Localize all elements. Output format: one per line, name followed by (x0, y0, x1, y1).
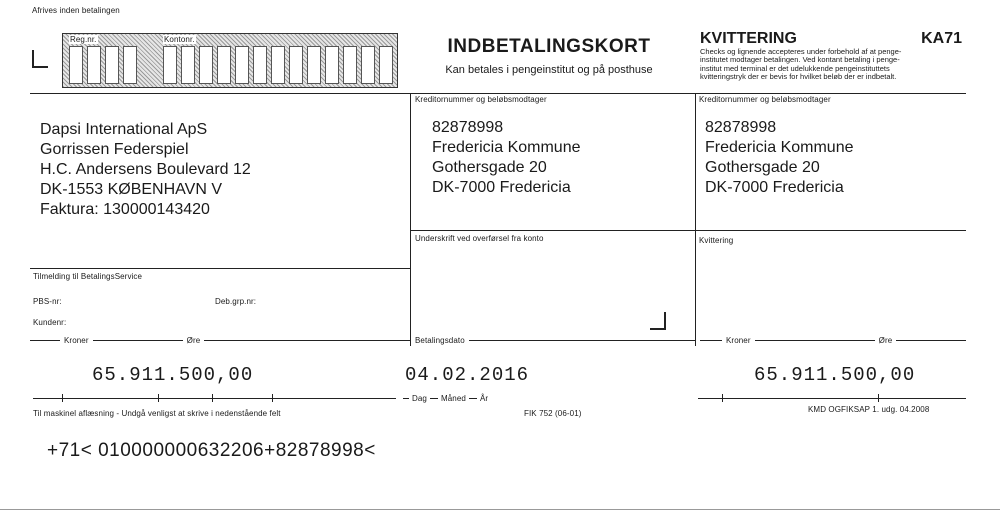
receipt-amount-baseline (698, 398, 966, 399)
receipt-amount-value: 65.911.500,00 (754, 364, 916, 386)
amount-value: 65.911.500,00 (92, 364, 254, 386)
creditor-name: Fredericia Kommune (432, 139, 581, 156)
card-title: INDBETALINGSKORT (447, 36, 651, 57)
account-digit-cell (361, 46, 375, 84)
date-label-row (415, 336, 695, 345)
amount-baseline (33, 398, 396, 399)
account-digit-cell (87, 46, 101, 84)
kundenr-label: Kundenr: (33, 318, 67, 327)
receipt-terms-line: Checks og lignende accepteres under forbehold af at penge- (700, 47, 902, 56)
receipt-amount-label-row (700, 336, 966, 345)
signature-divider (411, 230, 695, 231)
account-digit-cell (123, 46, 137, 84)
account-digit-cell (271, 46, 285, 84)
betalingsservice-divider (30, 268, 410, 269)
konto-nr-label: Kontonr. (164, 35, 195, 44)
kvittering-divider (696, 230, 966, 231)
tick (158, 394, 159, 402)
account-digit-cell (379, 46, 393, 84)
receipt-creditor-address (705, 118, 854, 198)
payer-name: Dapsi International ApS (40, 121, 208, 138)
receipt-terms-line: kvitteringstryk der er bevis for hvilket beløb der er indbetalt. (700, 72, 897, 82)
pbs-nr-label: PBS-nr: (33, 297, 62, 306)
tick (212, 394, 213, 402)
page-edge (0, 509, 1000, 510)
account-digit-cell (325, 46, 339, 84)
account-digit-cell (307, 46, 321, 84)
creditor-address (432, 118, 581, 198)
month-label: Måned (440, 394, 466, 403)
receipt-creditor-street: Gothersgade 20 (705, 159, 820, 176)
account-digit-cell (163, 46, 177, 84)
tick (722, 394, 723, 402)
creditor-street: Gothersgade 20 (432, 159, 547, 176)
kroner-label: Kroner (64, 336, 89, 345)
column-divider (695, 93, 696, 346)
reg-nr-label: Reg.nr. (70, 35, 97, 44)
signature-label: Underskrift ved overførsel fra konto (415, 234, 544, 243)
receipt-ore-label: Øre (878, 336, 893, 345)
account-digit-cell (217, 46, 231, 84)
creditor-number: 82878998 (432, 119, 504, 136)
account-digit-cell (105, 46, 119, 84)
receipt-code: KA71 (921, 30, 962, 47)
corner-mark (32, 50, 48, 68)
column-divider (410, 93, 411, 346)
account-digit-cell (235, 46, 249, 84)
receipt-terms-line: institut med terminal er det udelukkende pengeinstituttets (700, 63, 890, 73)
amount-label-row (30, 336, 410, 345)
payer-invoice: Faktura: 130000143420 (40, 201, 210, 218)
kvittering-label: Kvittering (699, 236, 734, 245)
header-divider (30, 93, 966, 94)
receipt-creditor-name: Fredericia Kommune (705, 139, 854, 156)
payer-city: DK-1553 KØBENHAVN V (40, 181, 222, 198)
fik-reference: FIK 752 (06-01) (524, 409, 582, 418)
account-digit-cell (289, 46, 303, 84)
receipt-terms-line: institutet modtager betalingen. Ved kontant betaling i penge- (700, 55, 900, 65)
ore-label: Øre (186, 336, 201, 345)
payer-street: H.C. Andersens Boulevard 12 (40, 161, 251, 178)
account-digit-cell (199, 46, 213, 84)
receipt-creditor-number: 82878998 (705, 119, 777, 136)
receipt-creditor-label: Kreditornummer og beløbsmodtager (699, 95, 831, 104)
tick (272, 394, 273, 402)
deb-grp-nr-label: Deb.grp.nr: (215, 297, 257, 306)
day-label: Dag (412, 394, 427, 403)
account-number-box (62, 33, 398, 88)
tear-off-note: Afrives inden betalingen (32, 6, 120, 15)
creditor-label: Kreditornummer og beløbsmodtager (415, 95, 547, 104)
account-digit-cell (181, 46, 195, 84)
tick (62, 394, 63, 402)
year-label: År (479, 394, 489, 403)
form-version: KMD OGFIKSAP 1. udg. 04.2008 (808, 405, 930, 414)
tick (878, 394, 879, 402)
date-label: Betalingsdato (415, 336, 465, 345)
account-digit-cell (343, 46, 357, 84)
date-format-row (403, 394, 523, 403)
receipt-kroner-label: Kroner (726, 336, 751, 345)
payment-date-value: 04.02.2016 (405, 364, 530, 386)
receipt-creditor-city: DK-7000 Fredericia (705, 179, 844, 196)
corner-mark (650, 312, 666, 330)
receipt-title: KVITTERING (700, 30, 797, 47)
account-digit-cell (69, 46, 83, 84)
machine-reading-note: Til maskinel aflæsning - Undgå venligst at skrive i nedenstående felt (33, 409, 281, 418)
card-subtitle: Kan betales i pengeinstitut og på posthuse (445, 64, 653, 76)
account-digit-cell (253, 46, 267, 84)
ocr-code-line: +71< 010000000632206+82878998< (47, 440, 376, 461)
payer-attention: Gorrissen Federspiel (40, 141, 189, 158)
betalingsservice-label: Tilmelding til BetalingsService (33, 272, 143, 281)
creditor-city: DK-7000 Fredericia (432, 179, 571, 196)
payer-address (40, 120, 251, 220)
